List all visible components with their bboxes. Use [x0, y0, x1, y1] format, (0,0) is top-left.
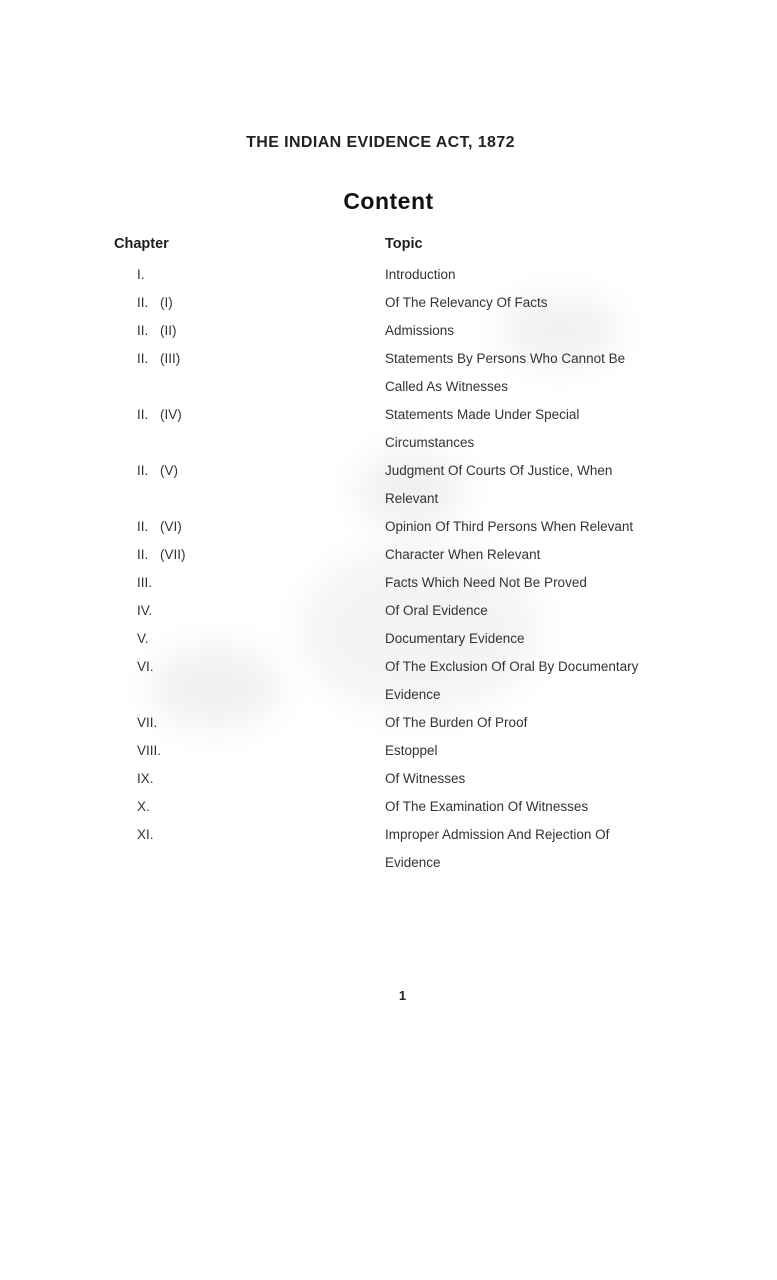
topic-cell	[385, 289, 685, 317]
chapter-cell	[114, 569, 385, 597]
toc-row	[114, 289, 694, 317]
topic-line: Estoppel	[385, 743, 438, 758]
chapter-numeral: III.	[137, 575, 153, 590]
page-number: 1	[398, 988, 407, 1003]
chapter-part: (VII)	[160, 547, 186, 562]
topic-cell	[385, 597, 685, 625]
toc-row	[114, 765, 694, 793]
topic-line: Of The Exclusion Of Oral By Documentary	[385, 659, 639, 674]
chapter-cell	[114, 457, 385, 513]
toc-row	[114, 793, 694, 821]
chapter-cell	[114, 821, 385, 877]
topic-cell	[385, 765, 685, 793]
topic-line: Called As Witnesses	[385, 379, 509, 394]
chapter-numeral: II.	[137, 519, 149, 534]
topic-cell	[385, 625, 685, 653]
topic-cell	[385, 653, 685, 709]
chapter-part: (I)	[160, 295, 173, 310]
chapter-numeral: I.	[137, 267, 145, 282]
topic-cell	[385, 317, 685, 345]
topic-cell	[385, 541, 685, 569]
chapter-numeral: IV.	[137, 603, 153, 618]
chapter-cell	[114, 793, 385, 821]
chapter-cell	[114, 541, 385, 569]
document-title: THE INDIAN EVIDENCE ACT, 1872	[246, 134, 515, 151]
chapter-numeral: X.	[137, 799, 150, 814]
topic-line: Of The Examination Of Witnesses	[385, 799, 589, 814]
topic-line: Of The Burden Of Proof	[385, 715, 528, 730]
topic-line: Statements By Persons Who Cannot Be	[385, 351, 626, 366]
chapter-cell	[114, 345, 385, 401]
topic-line: Character When Relevant	[385, 547, 541, 562]
topic-cell	[385, 793, 685, 821]
toc-row	[114, 821, 694, 877]
chapter-part: (III)	[160, 351, 181, 366]
topic-line: Circumstances	[385, 435, 475, 450]
chapter-cell	[114, 261, 385, 289]
chapter-numeral: VIII.	[137, 743, 162, 758]
chapter-cell	[114, 317, 385, 345]
toc-rows	[114, 261, 694, 877]
topic-cell	[385, 709, 685, 737]
toc-row	[114, 625, 694, 653]
chapter-part: (IV)	[160, 407, 182, 422]
toc-row	[114, 541, 694, 569]
topic-cell	[385, 345, 685, 401]
topic-cell	[385, 821, 685, 877]
topic-line: Evidence	[385, 855, 441, 870]
chapter-cell	[114, 653, 385, 709]
topic-cell	[385, 569, 685, 597]
toc-row	[114, 737, 694, 765]
chapter-numeral: II.	[137, 547, 149, 562]
content-heading: Content	[343, 188, 434, 214]
topic-cell	[385, 261, 685, 289]
topic-cell	[385, 513, 685, 541]
chapter-cell	[114, 709, 385, 737]
toc-row	[114, 569, 694, 597]
chapter-cell	[114, 765, 385, 793]
toc-row	[114, 457, 694, 513]
chapter-numeral: II.	[137, 463, 149, 478]
chapter-numeral: IX.	[137, 771, 154, 786]
topic-line: Admissions	[385, 323, 455, 338]
toc-row	[114, 317, 694, 345]
topic-line: Documentary Evidence	[385, 631, 525, 646]
toc-row	[114, 261, 694, 289]
topic-line: Improper Admission And Rejection Of	[385, 827, 610, 842]
topic-cell	[385, 401, 685, 457]
toc-row	[114, 709, 694, 737]
toc-header-row	[114, 230, 694, 258]
topic-line: Facts Which Need Not Be Proved	[385, 575, 587, 590]
chapter-numeral: II.	[137, 295, 149, 310]
chapter-numeral: VI.	[137, 659, 154, 674]
chapter-cell	[114, 737, 385, 765]
topic-line: Of The Relevancy Of Facts	[385, 295, 548, 310]
topic-line: Of Witnesses	[385, 771, 466, 786]
toc-row	[114, 513, 694, 541]
chapter-cell	[114, 597, 385, 625]
topic-line: Judgment Of Courts Of Justice, When	[385, 463, 613, 478]
topic-line: Opinion Of Third Persons When Relevant	[385, 519, 634, 534]
chapter-cell	[114, 401, 385, 457]
toc-row	[114, 345, 694, 401]
chapter-part: (II)	[160, 323, 177, 338]
toc-row	[114, 597, 694, 625]
table-of-contents	[114, 230, 694, 877]
chapter-cell	[114, 513, 385, 541]
chapter-numeral: II.	[137, 407, 149, 422]
chapter-column-header: Chapter	[114, 236, 169, 252]
topic-cell	[385, 457, 685, 513]
topic-line: Relevant	[385, 491, 439, 506]
topic-line: Of Oral Evidence	[385, 603, 488, 618]
chapter-numeral: V.	[137, 631, 149, 646]
toc-row	[114, 653, 694, 709]
chapter-numeral: II.	[137, 323, 149, 338]
topic-line: Statements Made Under Special	[385, 407, 580, 422]
topic-cell	[385, 737, 685, 765]
chapter-numeral: VII.	[137, 715, 158, 730]
topic-line: Introduction	[385, 267, 456, 282]
topic-column-header: Topic	[385, 236, 423, 252]
chapter-numeral: II.	[137, 351, 149, 366]
topic-line: Evidence	[385, 687, 441, 702]
chapter-part: (VI)	[160, 519, 182, 534]
chapter-part: (V)	[160, 463, 178, 478]
chapter-cell	[114, 289, 385, 317]
toc-row	[114, 401, 694, 457]
chapter-numeral: XI.	[137, 827, 154, 842]
chapter-cell	[114, 625, 385, 653]
